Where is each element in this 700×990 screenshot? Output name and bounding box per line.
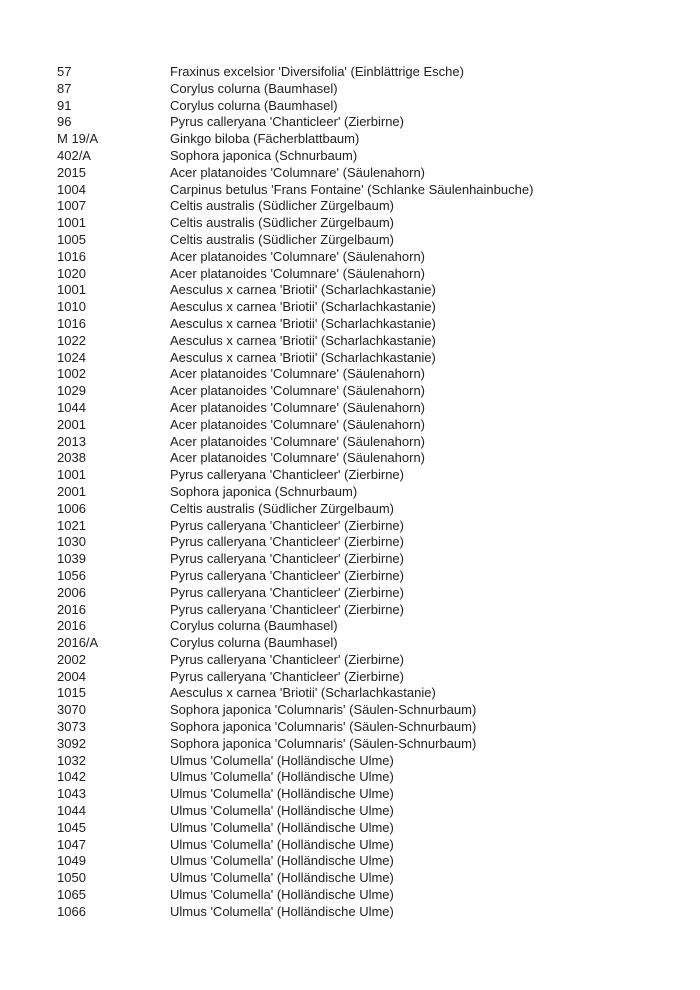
tree-id: 1039 — [57, 551, 86, 567]
tree-row — [57, 114, 680, 131]
tree-row — [57, 400, 680, 417]
tree-row — [57, 870, 680, 887]
tree-id: 1001 — [57, 282, 86, 298]
tree-row — [57, 434, 680, 451]
tree-row — [57, 450, 680, 467]
tree-row — [57, 618, 680, 635]
tree-species: Acer platanoides 'Columnare' (Säulenahorn) — [170, 433, 425, 449]
tree-row — [57, 853, 680, 870]
tree-species: Celtis australis (Südlicher Zürgelbaum) — [170, 215, 394, 231]
tree-id: 2016 — [57, 601, 86, 617]
tree-id: 1043 — [57, 786, 86, 802]
tree-species: Ulmus 'Columella' (Holländische Ulme) — [170, 752, 394, 768]
tree-row — [57, 484, 680, 501]
tree-id: 1042 — [57, 769, 86, 785]
tree-id: 1029 — [57, 383, 86, 399]
tree-id: 91 — [57, 97, 72, 113]
tree-id: 1001 — [57, 215, 86, 231]
tree-id: 1016 — [57, 315, 86, 331]
tree-species: Corylus colurna (Baumhasel) — [170, 80, 338, 96]
tree-row — [57, 215, 680, 232]
tree-row — [57, 719, 680, 736]
tree-row — [57, 769, 680, 786]
tree-species: Pyrus calleryana 'Chanticleer' (Zierbirne) — [170, 534, 404, 550]
tree-row — [57, 417, 680, 434]
tree-row — [57, 366, 680, 383]
tree-id: M 19/A — [57, 131, 99, 147]
tree-row — [57, 266, 680, 283]
tree-row — [57, 249, 680, 266]
tree-id: 1024 — [57, 349, 86, 365]
tree-id: 2015 — [57, 164, 86, 180]
tree-id: 1021 — [57, 517, 86, 533]
tree-row — [57, 350, 680, 367]
tree-list — [57, 64, 680, 921]
tree-species: Ginkgo biloba (Fächerblattbaum) — [170, 131, 360, 147]
tree-id: 2001 — [57, 483, 86, 499]
tree-row — [57, 904, 680, 921]
tree-id: 2013 — [57, 433, 86, 449]
tree-id: 1044 — [57, 399, 86, 415]
tree-species: Pyrus calleryana 'Chanticleer' (Zierbirne) — [170, 584, 404, 600]
tree-row — [57, 316, 680, 333]
tree-id: 1049 — [57, 853, 86, 869]
tree-row — [57, 585, 680, 602]
tree-species: Acer platanoides 'Columnare' (Säulenahorn) — [170, 416, 425, 432]
tree-species: Ulmus 'Columella' (Holländische Ulme) — [170, 887, 394, 903]
tree-species: Acer platanoides 'Columnare' (Säulenahorn) — [170, 399, 425, 415]
tree-id: 1010 — [57, 299, 86, 315]
tree-species: Pyrus calleryana 'Chanticleer' (Zierbirne) — [170, 114, 404, 130]
tree-species: Acer platanoides 'Columnare' (Säulenahorn) — [170, 265, 425, 281]
tree-species: Pyrus calleryana 'Chanticleer' (Zierbirne) — [170, 517, 404, 533]
tree-row — [57, 64, 680, 81]
tree-id: 1006 — [57, 500, 86, 516]
tree-species: Fraxinus excelsior 'Diversifolia' (Einblättrige Esche) — [170, 64, 464, 79]
tree-species: Ulmus 'Columella' (Holländische Ulme) — [170, 803, 394, 819]
tree-id: 2004 — [57, 668, 86, 684]
tree-row — [57, 383, 680, 400]
tree-row — [57, 182, 680, 199]
tree-row — [57, 333, 680, 350]
tree-id: 1045 — [57, 819, 86, 835]
tree-row — [57, 131, 680, 148]
tree-species: Pyrus calleryana 'Chanticleer' (Zierbirne) — [170, 551, 404, 567]
tree-row — [57, 534, 680, 551]
tree-id: 1020 — [57, 265, 86, 281]
tree-id: 2016 — [57, 618, 86, 634]
tree-id: 1005 — [57, 231, 86, 247]
tree-id: 1001 — [57, 467, 86, 483]
tree-id: 1044 — [57, 803, 86, 819]
tree-row — [57, 837, 680, 854]
tree-id: 2006 — [57, 584, 86, 600]
tree-row — [57, 786, 680, 803]
tree-species: Sophora japonica 'Columnaris' (Säulen-Schnurbaum) — [170, 702, 477, 718]
tree-row — [57, 887, 680, 904]
tree-id: 1007 — [57, 198, 86, 214]
tree-species: Aesculus x carnea 'Briotii' (Scharlachkastanie) — [170, 299, 436, 315]
tree-row — [57, 232, 680, 249]
tree-row — [57, 518, 680, 535]
tree-species: Aesculus x carnea 'Briotii' (Scharlachkastanie) — [170, 332, 436, 348]
tree-row — [57, 282, 680, 299]
tree-id: 1050 — [57, 870, 86, 886]
tree-id: 1002 — [57, 366, 86, 382]
tree-row — [57, 501, 680, 518]
tree-row — [57, 753, 680, 770]
tree-row — [57, 568, 680, 585]
tree-id: 2016/A — [57, 635, 99, 651]
tree-species: Aesculus x carnea 'Briotii' (Scharlachkastanie) — [170, 349, 436, 365]
tree-id: 1056 — [57, 567, 86, 583]
tree-id: 87 — [57, 80, 72, 96]
tree-row — [57, 685, 680, 702]
tree-species: Aesculus x carnea 'Briotii' (Scharlachkastanie) — [170, 315, 436, 331]
tree-species: Celtis australis (Südlicher Zürgelbaum) — [170, 500, 394, 516]
tree-species: Acer platanoides 'Columnare' (Säulenahorn) — [170, 450, 425, 466]
tree-species: Acer platanoides 'Columnare' (Säulenahorn) — [170, 366, 425, 382]
tree-species: Pyrus calleryana 'Chanticleer' (Zierbirne) — [170, 668, 404, 684]
tree-species: Ulmus 'Columella' (Holländische Ulme) — [170, 853, 394, 869]
tree-row — [57, 551, 680, 568]
tree-row — [57, 81, 680, 98]
tree-species: Ulmus 'Columella' (Holländische Ulme) — [170, 870, 394, 886]
tree-species: Ulmus 'Columella' (Holländische Ulme) — [170, 786, 394, 802]
tree-species: Corylus colurna (Baumhasel) — [170, 618, 338, 634]
tree-id: 1065 — [57, 887, 86, 903]
tree-species: Ulmus 'Columella' (Holländische Ulme) — [170, 836, 394, 852]
tree-species: Ulmus 'Columella' (Holländische Ulme) — [170, 769, 394, 785]
tree-species: Corylus colurna (Baumhasel) — [170, 97, 338, 113]
tree-species: Sophora japonica (Schnurbaum) — [170, 147, 358, 163]
tree-id: 96 — [57, 114, 72, 130]
tree-species: Acer platanoides 'Columnare' (Säulenahorn) — [170, 164, 425, 180]
tree-id: 2038 — [57, 450, 86, 466]
tree-id: 3073 — [57, 719, 86, 735]
tree-species: Corylus colurna (Baumhasel) — [170, 635, 338, 651]
tree-row — [57, 165, 680, 182]
tree-id: 1032 — [57, 752, 86, 768]
tree-id: 2001 — [57, 416, 86, 432]
tree-row — [57, 652, 680, 669]
tree-row — [57, 702, 680, 719]
tree-row — [57, 669, 680, 686]
tree-id: 1030 — [57, 534, 86, 550]
tree-id: 1004 — [57, 181, 86, 197]
tree-row — [57, 820, 680, 837]
tree-species: Pyrus calleryana 'Chanticleer' (Zierbirne) — [170, 567, 404, 583]
tree-id: 1066 — [57, 903, 86, 919]
tree-row — [57, 299, 680, 316]
tree-species: Ulmus 'Columella' (Holländische Ulme) — [170, 903, 394, 919]
tree-species: Ulmus 'Columella' (Holländische Ulme) — [170, 819, 394, 835]
tree-row — [57, 736, 680, 753]
tree-species: Pyrus calleryana 'Chanticleer' (Zierbirne) — [170, 467, 404, 483]
tree-id: 1015 — [57, 685, 86, 701]
tree-id: 3092 — [57, 735, 86, 751]
tree-id: 1016 — [57, 248, 86, 264]
tree-species: Aesculus x carnea 'Briotii' (Scharlachkastanie) — [170, 685, 436, 701]
tree-row — [57, 602, 680, 619]
tree-row — [57, 98, 680, 115]
tree-species: Acer platanoides 'Columnare' (Säulenahorn) — [170, 383, 425, 399]
tree-species: Celtis australis (Südlicher Zürgelbaum) — [170, 231, 394, 247]
tree-species: Pyrus calleryana 'Chanticleer' (Zierbirne) — [170, 601, 404, 617]
tree-id: 1022 — [57, 332, 86, 348]
tree-row — [57, 148, 680, 165]
tree-id: 3070 — [57, 702, 86, 718]
tree-row — [57, 467, 680, 484]
tree-row — [57, 198, 680, 215]
tree-species: Sophora japonica 'Columnaris' (Säulen-Schnurbaum) — [170, 735, 477, 751]
tree-id: 402/A — [57, 147, 91, 163]
tree-id: 2002 — [57, 651, 86, 667]
tree-species: Sophora japonica (Schnurbaum) — [170, 483, 358, 499]
tree-species: Celtis australis (Südlicher Zürgelbaum) — [170, 198, 394, 214]
tree-species: Acer platanoides 'Columnare' (Säulenahorn) — [170, 248, 425, 264]
tree-species: Pyrus calleryana 'Chanticleer' (Zierbirne) — [170, 651, 404, 667]
tree-species: Aesculus x carnea 'Briotii' (Scharlachkastanie) — [170, 282, 436, 298]
tree-row — [57, 635, 680, 652]
tree-row — [57, 803, 680, 820]
tree-species: Carpinus betulus 'Frans Fontaine' (Schlanke Säulenhainbuche) — [170, 181, 534, 197]
tree-id: 57 — [57, 64, 72, 79]
tree-id: 1047 — [57, 836, 86, 852]
tree-species: Sophora japonica 'Columnaris' (Säulen-Schnurbaum) — [170, 719, 477, 735]
